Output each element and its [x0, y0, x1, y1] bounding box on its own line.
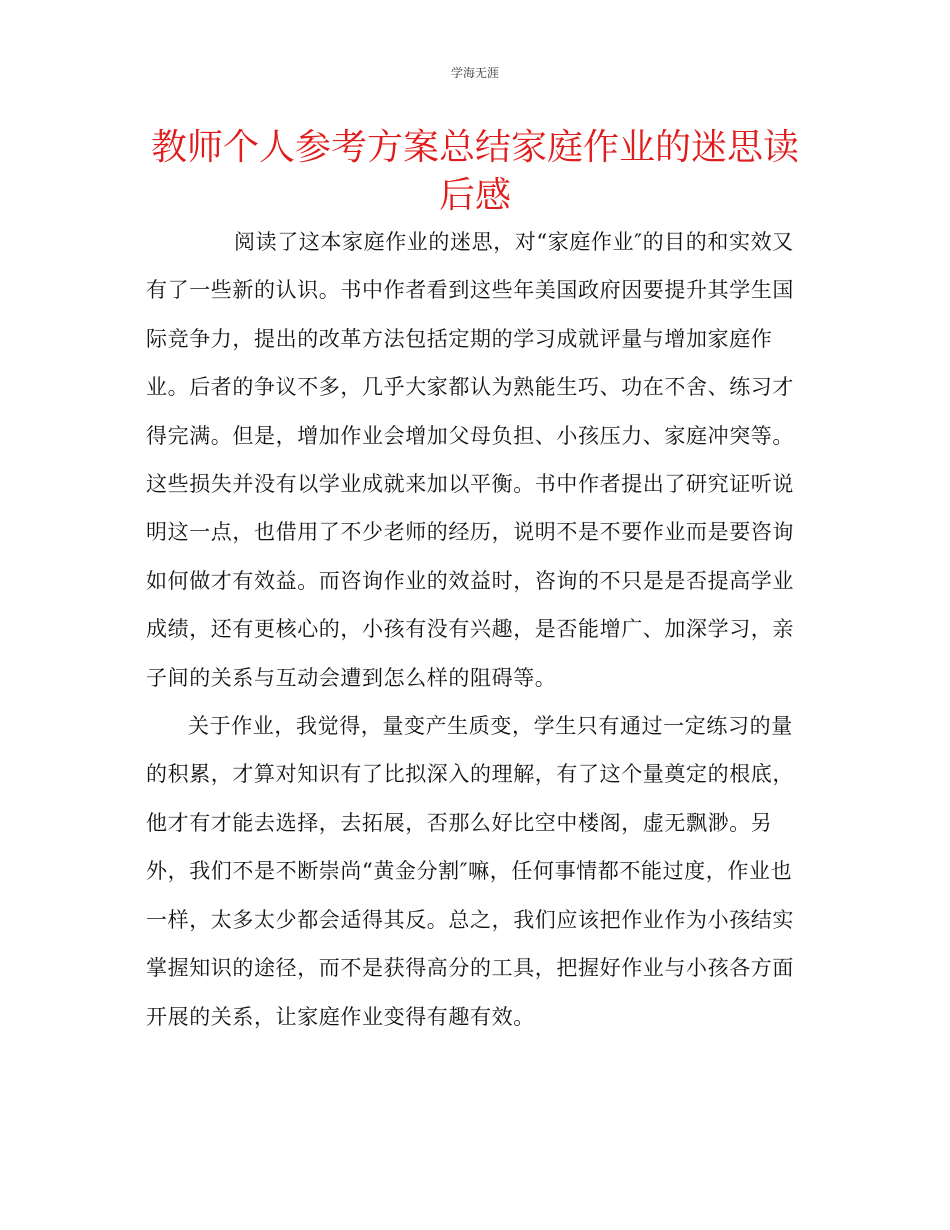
paragraph-1 [146, 218, 811, 702]
text-line: 开展的关系，让家庭作业变得有趣有效。 [146, 1004, 535, 1029]
title-line-1: 教师个人参考方案总结家庭作业的迷思读 [150, 127, 799, 168]
text-line: 掌握知识的途径，而不是获得高分的工具，把握好作业与小孩各方面 [146, 956, 794, 981]
text-line: 关于作业，我觉得，量变产生质变，学生只有通过一定练习的量 [188, 714, 793, 739]
paragraph-2 [146, 702, 811, 1041]
text-line: 有了一些新的认识。书中作者看到这些年美国政府因要提升其学生国 [146, 278, 794, 303]
text-line: 子间的关系与互动会遭到怎么样的阻碍等。 [146, 665, 557, 690]
text-line: 一样，太多太少都会适得其反。总之，我们应该把作业作为小孩结实 [146, 907, 794, 932]
text-line: 成绩，还有更核心的，小孩有没有兴趣，是否能增广、加深学习，亲 [146, 617, 794, 642]
text-line: 阅读了这本家庭作业的迷思，对“家庭作业″的目的和实效又 [234, 230, 794, 254]
document-title [120, 124, 830, 220]
text-line: 际竞争力，提出的改革方法包括定期的学习成就评量与增加家庭作 [146, 326, 773, 351]
text-line: 外，我们不是不断崇尚“黄金分割″嘛，任何事情都不能过度，作业也 [146, 859, 793, 884]
document-body [146, 218, 811, 1041]
text-line: 得完满。但是，增加作业会增加父母负担、小孩压力、家庭冲突等。 [146, 423, 794, 448]
text-line: 业。后者的争议不多，几乎大家都认为熟能生巧、功在不舍、练习才 [146, 375, 794, 400]
text-line: 如何做才有效益。而咨询作业的效益时，咨询的不只是是否提高学业 [146, 568, 794, 593]
text-line: 他才有才能去选择，去拓展，否那么好比空中楼阁，虚无飘渺。另 [146, 810, 773, 835]
title-line-2: 后感 [438, 175, 511, 216]
page-header: 学海无涯 [450, 66, 499, 80]
text-line: 这些损失并没有以学业成就来加以平衡。书中作者提出了研究证听说 [146, 472, 794, 497]
text-line: 明这一点，也借用了不少老师的经历，说明不是不要作业而是要咨询 [146, 520, 794, 545]
text-line: 的积累，才算对知识有了比拟深入的理解，有了这个量奠定的根底， [146, 762, 794, 787]
